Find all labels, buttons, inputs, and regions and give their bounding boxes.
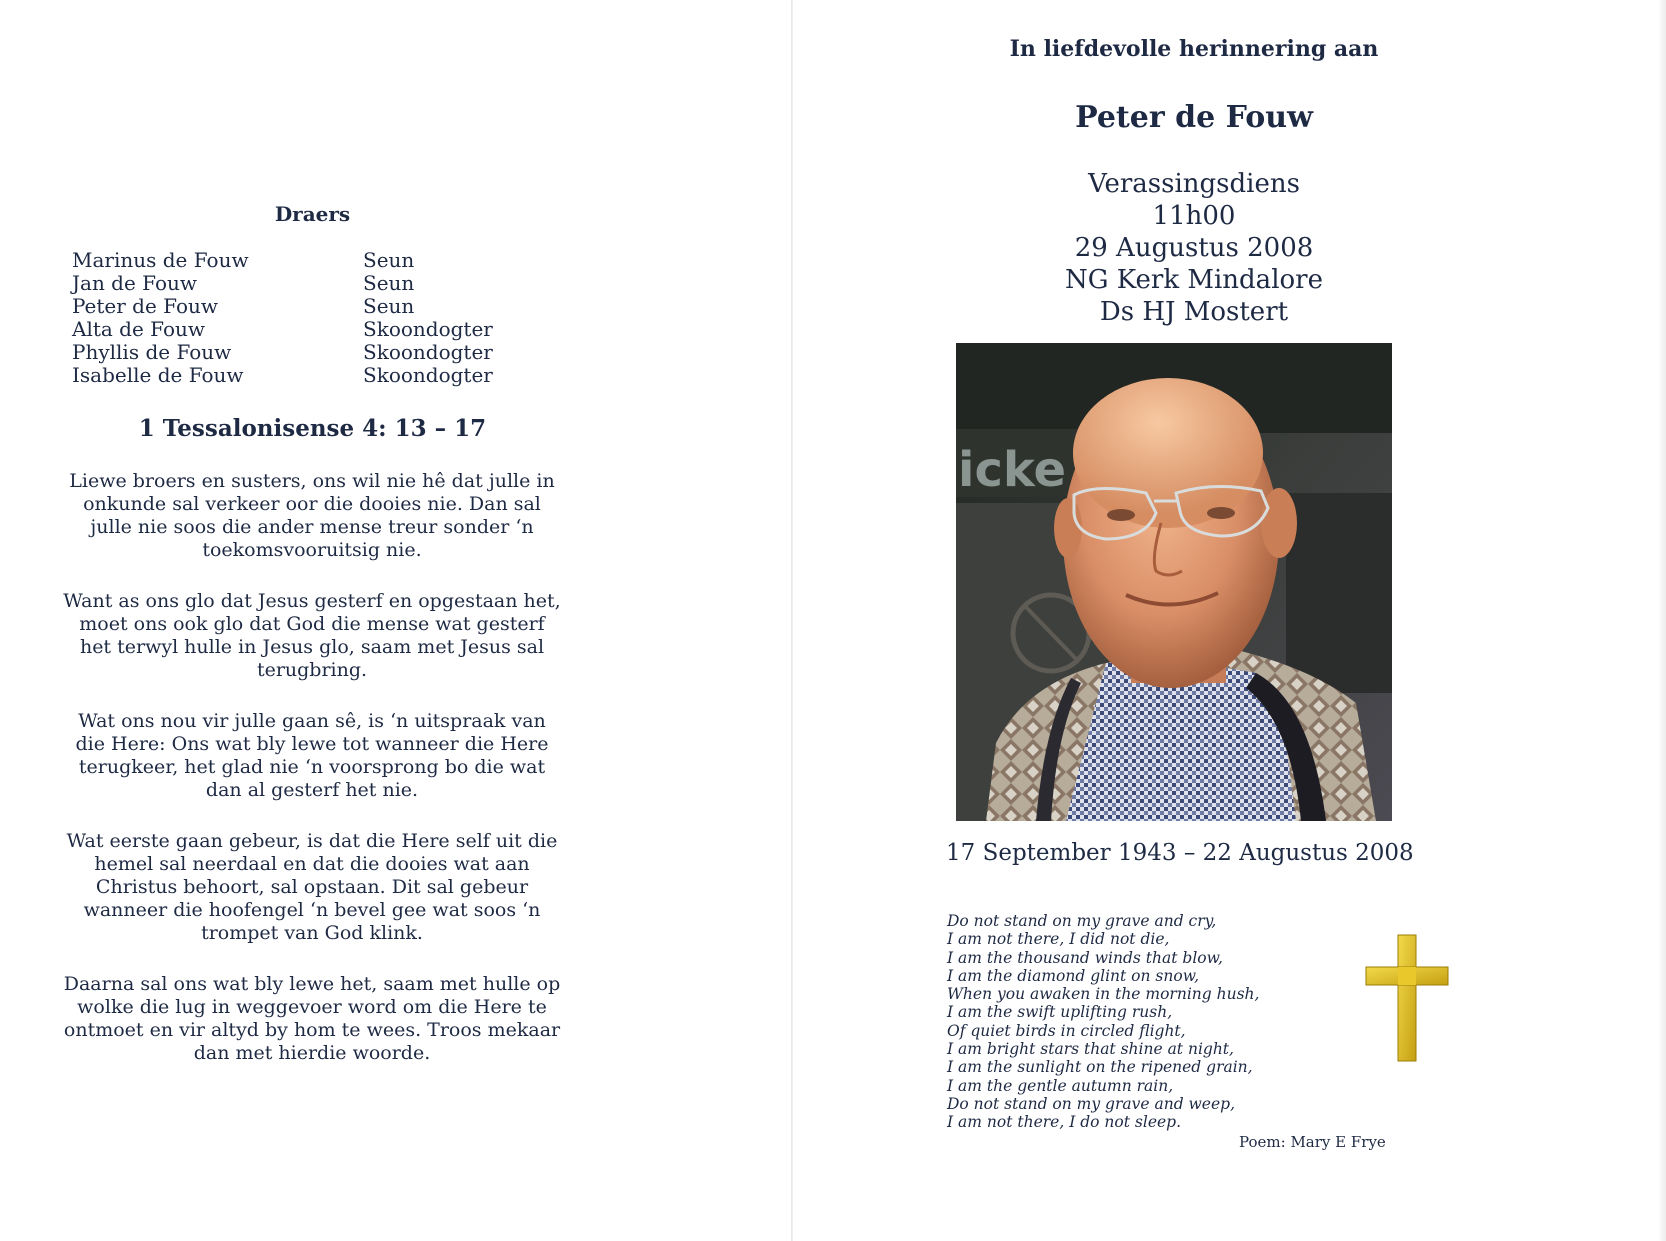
poem-line: I am the gentle autumn rain, [947, 1076, 1174, 1095]
poem-credit: Poem: Mary E Frye [1239, 1133, 1386, 1151]
poem-line: I am not there, I did not die, [947, 930, 1170, 949]
deceased-name: Peter de Fouw [1075, 100, 1313, 135]
service-date: 29 Augustus 2008 [1074, 233, 1314, 263]
bearer-role: Skoondogter [363, 340, 493, 364]
scripture-title: 1 Tessalonisense 4: 13 – 17 [138, 415, 487, 442]
bearer-name: Jan de Fouw [72, 271, 197, 295]
bearer-name: Isabelle de Fouw [72, 363, 244, 387]
poem-line: Do not stand on my grave and weep, [947, 1094, 1235, 1113]
service-venue: NG Kerk Mindalore [1065, 265, 1323, 295]
poem-line: When you awaken in the morning hush, [947, 985, 1260, 1004]
bearer-row [72, 364, 493, 387]
poem-line: I am the diamond glint on snow, [947, 966, 1200, 985]
bearer-role: Seun [363, 294, 415, 318]
bearer-role: Seun [363, 248, 415, 272]
bearer-row [72, 295, 493, 318]
poem-line: I am not there, I do not sleep. [947, 1113, 1182, 1132]
bearer-name: Alta de Fouw [72, 317, 205, 341]
portrait-photo [956, 343, 1392, 821]
poem-line: I am the sunlight on the ripened grain, [947, 1058, 1253, 1077]
scripture-paragraph: Liewe broers en susters, ons wil nie hê dat julle in onkunde sal verkeer oor die dooies nie. Dan sal julle nie soos die ander mense treur sonder ‘n toekomsvooruitsig nie. [69, 470, 555, 561]
bearers-title: Draers [274, 202, 351, 226]
bearer-name: Marinus de Fouw [72, 248, 249, 272]
bearer-row [72, 249, 493, 272]
service-time: 11h00 [1152, 201, 1236, 231]
lifespan-dates: 17 September 1943 – 22 Augustus 2008 [946, 840, 1414, 866]
bearer-role: Skoondogter [363, 363, 493, 387]
bearer-row [72, 272, 493, 295]
scripture-paragraph: Want as ons glo dat Jesus gesterf en opgestaan het, moet ons ook glo dat God die mense wat gesterf het terwyl hulle in Jesus glo, saam met Jesus sal terugbring. [63, 590, 561, 681]
memorial-heading: In liefdevolle herinnering aan [1009, 36, 1379, 62]
background-sign: icke [958, 442, 1067, 498]
right-page [794, 0, 1666, 1241]
cross-icon [1364, 933, 1450, 1063]
poem-line: I am the thousand winds that blow, [947, 948, 1223, 967]
page-fold [791, 0, 793, 1241]
bearers-list [72, 249, 493, 387]
bearer-role: Skoondogter [363, 317, 493, 341]
poem-line: Do not stand on my grave and cry, [947, 912, 1217, 930]
poem [947, 912, 1259, 1132]
bearer-row [72, 318, 493, 341]
poem-line: Of quiet birds in circled flight, [947, 1021, 1186, 1040]
scripture-paragraph: Wat ons nou vir julle gaan sê, is ‘n uitspraak van die Here: Ons wat bly lewe tot wanneer die Here terugkeer, het glad nie ‘n voorsprong bo die wat dan al gesterf het nie. [75, 710, 549, 801]
poem-line: I am bright stars that shine at night, [947, 1040, 1234, 1059]
service-details [794, 168, 1594, 328]
scripture-paragraph: Wat eerste gaan gebeur, is dat die Here self uit die hemel sal neerdaal en dat die dooies wat aan Christus behoort, sal opstaan. Dit sal gebeur wanneer die hoofengel ‘n bevel gee wat soos ‘n trompet van God klink. [66, 830, 558, 944]
service-minister: Ds HJ Mostert [1099, 297, 1289, 327]
bearer-row [72, 341, 493, 364]
poem-line: I am the swift uplifting rush, [947, 1003, 1173, 1022]
left-page [0, 0, 790, 1241]
service-type: Verassingsdiens [1088, 169, 1300, 199]
bearer-name: Phyllis de Fouw [72, 340, 232, 364]
scripture-paragraph: Daarna sal ons wat bly lewe het, saam met hulle op wolke die lug in weggevoer word om die Here te ontmoet en vir altyd by hom te wees. Troos mekaar dan met hierdie woorde. [63, 973, 561, 1064]
bearer-name: Peter de Fouw [72, 294, 219, 318]
bearer-role: Seun [363, 271, 415, 295]
scripture-text [62, 470, 562, 1093]
